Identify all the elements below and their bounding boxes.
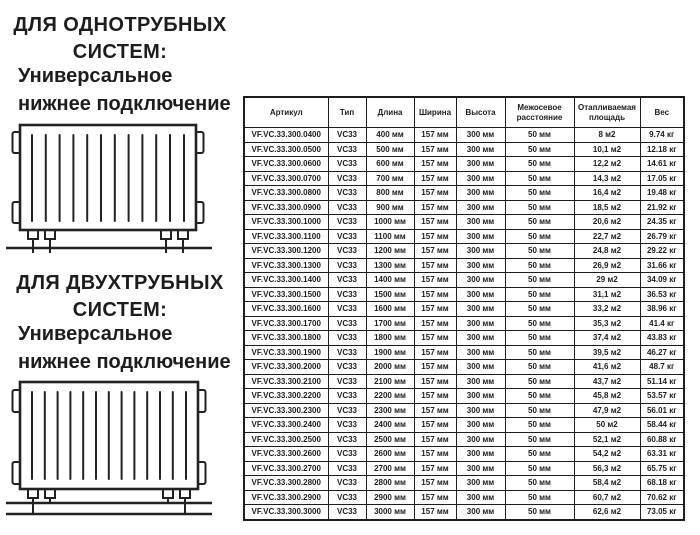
table-cell: VC33 — [328, 476, 366, 491]
table-cell: 50 мм — [505, 302, 574, 317]
table-cell: 157 мм — [414, 273, 456, 288]
table-cell: 157 мм — [414, 389, 456, 404]
table-cell: 300 мм — [456, 171, 505, 186]
table-cell: 2300 мм — [366, 403, 414, 418]
table-row — [244, 418, 684, 433]
table-cell: VF.VC.33.300.2600 — [244, 447, 328, 462]
table-cell: 50 мм — [505, 447, 574, 462]
table-cell: VF.VC.33.300.2800 — [244, 476, 328, 491]
table-cell: 50 мм — [505, 244, 574, 259]
table-cell: 50 мм — [505, 128, 574, 143]
table-cell: 300 мм — [456, 432, 505, 447]
table-cell: VF.VC.33.300.0900 — [244, 200, 328, 215]
table-cell: 157 мм — [414, 186, 456, 201]
table-cell: 500 мм — [366, 142, 414, 157]
table-cell: 157 мм — [414, 200, 456, 215]
table-cell: 300 мм — [456, 302, 505, 317]
table-cell: 900 мм — [366, 200, 414, 215]
table-cell: 50 мм — [505, 432, 574, 447]
table-cell: 157 мм — [414, 258, 456, 273]
table-cell: 16,4 м2 — [574, 186, 640, 201]
table-row — [244, 200, 684, 215]
table-cell: 600 мм — [366, 157, 414, 172]
table-row — [244, 258, 684, 273]
table-row — [244, 186, 684, 201]
section-title-line1: ДЛЯ ДВУХТРУБНЫХ — [16, 272, 224, 294]
table-row — [244, 505, 684, 520]
table-cell: 157 мм — [414, 331, 456, 346]
table-cell: 300 мм — [456, 128, 505, 143]
table-cell: 300 мм — [456, 157, 505, 172]
table-cell: 300 мм — [456, 229, 505, 244]
table-cell: 2400 мм — [366, 418, 414, 433]
table-cell: VF.VC.33.300.1700 — [244, 316, 328, 331]
table-cell: VC33 — [328, 316, 366, 331]
table-cell: 52,1 м2 — [574, 432, 640, 447]
table-cell: 18,5 м2 — [574, 200, 640, 215]
table-cell: VC33 — [328, 461, 366, 476]
table-cell: 14,3 м2 — [574, 171, 640, 186]
table-cell: 300 мм — [456, 374, 505, 389]
table-cell: 2900 мм — [366, 490, 414, 505]
table-row — [244, 142, 684, 157]
table-cell: 300 мм — [456, 461, 505, 476]
table-cell: VC33 — [328, 244, 366, 259]
table-cell: 157 мм — [414, 403, 456, 418]
table-cell: VF.VC.33.300.1200 — [244, 244, 328, 259]
table-cell: 157 мм — [414, 142, 456, 157]
section-title-line1: ДЛЯ ОДНОТРУБНЫХ — [13, 14, 227, 36]
table-cell: 56.01 кг — [640, 403, 684, 418]
table-cell: VF.VC.33.300.0600 — [244, 157, 328, 172]
table-row — [244, 287, 684, 302]
table-row — [244, 389, 684, 404]
table-cell: 300 мм — [456, 200, 505, 215]
table-cell: 1000 мм — [366, 215, 414, 230]
table-cell: 50 мм — [505, 461, 574, 476]
table-cell: 2500 мм — [366, 432, 414, 447]
table-row — [244, 403, 684, 418]
table-cell: VF.VC.33.300.0700 — [244, 171, 328, 186]
table-cell: VF.VC.33.300.1100 — [244, 229, 328, 244]
table-cell: 10,1 м2 — [574, 142, 640, 157]
table-cell: 50 мм — [505, 331, 574, 346]
table-cell: 37,4 м2 — [574, 331, 640, 346]
table-cell: 38.96 кг — [640, 302, 684, 317]
table-cell: 65.75 кг — [640, 461, 684, 476]
table-cell: VC33 — [328, 374, 366, 389]
table-cell: VF.VC.33.300.2100 — [244, 374, 328, 389]
table-cell: 157 мм — [414, 490, 456, 505]
table-cell: 35,3 м2 — [574, 316, 640, 331]
table-cell: VF.VC.33.300.2000 — [244, 360, 328, 375]
table-cell: VC33 — [328, 432, 366, 447]
table-cell: 50 мм — [505, 171, 574, 186]
column-header: Тип — [328, 97, 366, 128]
section-subtitle-line1: Универсальное — [18, 65, 173, 87]
table-cell: VF.VC.33.300.2400 — [244, 418, 328, 433]
radiator-single-pipe-diagram — [6, 118, 218, 258]
table-row — [244, 229, 684, 244]
table-cell: VF.VC.33.300.1000 — [244, 215, 328, 230]
table-cell: 53.57 кг — [640, 389, 684, 404]
table-cell: 29 м2 — [574, 273, 640, 288]
spec-table-body — [244, 128, 684, 520]
table-cell: 70.62 кг — [640, 490, 684, 505]
table-cell: VF.VC.33.300.0400 — [244, 128, 328, 143]
table-cell: 157 мм — [414, 360, 456, 375]
table-cell: 41.4 кг — [640, 316, 684, 331]
table-cell: 34.09 кг — [640, 273, 684, 288]
table-cell: VC33 — [328, 273, 366, 288]
table-cell: 300 мм — [456, 403, 505, 418]
table-cell: 60,7 м2 — [574, 490, 640, 505]
table-cell: 50 мм — [505, 316, 574, 331]
table-cell: 12,2 м2 — [574, 157, 640, 172]
table-cell: VF.VC.33.300.0800 — [244, 186, 328, 201]
spec-table — [243, 96, 685, 521]
table-cell: 60.88 кг — [640, 432, 684, 447]
table-cell: 3000 мм — [366, 505, 414, 520]
table-row — [244, 490, 684, 505]
table-cell: VC33 — [328, 418, 366, 433]
table-row — [244, 128, 684, 143]
table-row — [244, 360, 684, 375]
table-cell: 50 мм — [505, 360, 574, 375]
table-cell: 1600 мм — [366, 302, 414, 317]
table-cell: 51.14 кг — [640, 374, 684, 389]
table-cell: VF.VC.33.300.3000 — [244, 505, 328, 520]
table-cell: 157 мм — [414, 447, 456, 462]
table-row — [244, 244, 684, 259]
table-cell: VC33 — [328, 200, 366, 215]
table-cell: 157 мм — [414, 418, 456, 433]
table-row — [244, 374, 684, 389]
table-cell: 17.05 кг — [640, 171, 684, 186]
table-cell: 300 мм — [456, 287, 505, 302]
table-row — [244, 215, 684, 230]
table-cell: VC33 — [328, 186, 366, 201]
table-cell: 50 мм — [505, 345, 574, 360]
table-row — [244, 171, 684, 186]
table-cell: VC33 — [328, 128, 366, 143]
table-cell: VC33 — [328, 331, 366, 346]
table-cell: 157 мм — [414, 316, 456, 331]
table-cell: 31.66 кг — [640, 258, 684, 273]
table-cell: 2800 мм — [366, 476, 414, 491]
table-cell: 300 мм — [456, 360, 505, 375]
table-cell: 68.18 кг — [640, 476, 684, 491]
table-cell: 300 мм — [456, 186, 505, 201]
table-cell: 300 мм — [456, 447, 505, 462]
table-cell: 300 мм — [456, 345, 505, 360]
table-cell: 20,6 м2 — [574, 215, 640, 230]
table-cell: 50 мм — [505, 157, 574, 172]
table-cell: 300 мм — [456, 215, 505, 230]
section-subtitle-line2: нижнее подключение — [18, 351, 231, 373]
table-cell: VC33 — [328, 447, 366, 462]
table-cell: 157 мм — [414, 432, 456, 447]
table-cell: 2000 мм — [366, 360, 414, 375]
table-cell: 300 мм — [456, 505, 505, 520]
table-cell: VC33 — [328, 490, 366, 505]
table-cell: 300 мм — [456, 476, 505, 491]
table-cell: VF.VC.33.300.1900 — [244, 345, 328, 360]
table-cell: VF.VC.33.300.1400 — [244, 273, 328, 288]
table-row — [244, 302, 684, 317]
table-cell: VF.VC.33.300.2200 — [244, 389, 328, 404]
table-cell: 62,6 м2 — [574, 505, 640, 520]
table-cell: 50 мм — [505, 505, 574, 520]
table-cell: VC33 — [328, 505, 366, 520]
table-cell: 24.35 кг — [640, 215, 684, 230]
table-cell: 73.05 кг — [640, 505, 684, 520]
table-cell: VF.VC.33.300.1600 — [244, 302, 328, 317]
table-row — [244, 273, 684, 288]
section-title-single-pipe — [4, 12, 236, 66]
table-cell: 12.18 кг — [640, 142, 684, 157]
table-cell: VC33 — [328, 360, 366, 375]
table-cell: VF.VC.33.300.2700 — [244, 461, 328, 476]
table-cell: VC33 — [328, 157, 366, 172]
table-cell: 1400 мм — [366, 273, 414, 288]
table-cell: VC33 — [328, 302, 366, 317]
column-header: Высота — [456, 97, 505, 128]
table-cell: 2600 мм — [366, 447, 414, 462]
table-row — [244, 345, 684, 360]
table-cell: VF.VC.33.300.1300 — [244, 258, 328, 273]
table-cell: VC33 — [328, 403, 366, 418]
table-cell: 54,2 м2 — [574, 447, 640, 462]
table-cell: VC33 — [328, 229, 366, 244]
table-row — [244, 331, 684, 346]
table-cell: 300 мм — [456, 316, 505, 331]
spec-table-header-row — [244, 97, 684, 128]
table-cell: 47,9 м2 — [574, 403, 640, 418]
table-cell: VC33 — [328, 215, 366, 230]
table-cell: 800 мм — [366, 186, 414, 201]
table-cell: 300 мм — [456, 490, 505, 505]
table-cell: 2100 мм — [366, 374, 414, 389]
table-cell: VC33 — [328, 142, 366, 157]
table-cell: 50 мм — [505, 142, 574, 157]
table-cell: 24,8 м2 — [574, 244, 640, 259]
table-cell: 157 мм — [414, 171, 456, 186]
table-cell: 300 мм — [456, 331, 505, 346]
table-cell: 1200 мм — [366, 244, 414, 259]
table-cell: 9.74 кг — [640, 128, 684, 143]
table-cell: 22,7 м2 — [574, 229, 640, 244]
table-cell: 300 мм — [456, 273, 505, 288]
table-cell: 50 мм — [505, 374, 574, 389]
section-title-line2: СИСТЕМ: — [72, 299, 168, 321]
table-cell: 157 мм — [414, 461, 456, 476]
table-cell: 14.61 кг — [640, 157, 684, 172]
table-cell: 50 мм — [505, 418, 574, 433]
column-header: Вес — [640, 97, 684, 128]
table-cell: 1500 мм — [366, 287, 414, 302]
table-cell: 50 мм — [505, 200, 574, 215]
table-cell: 50 мм — [505, 229, 574, 244]
table-cell: 157 мм — [414, 302, 456, 317]
table-cell: VC33 — [328, 345, 366, 360]
table-cell: 157 мм — [414, 505, 456, 520]
table-cell: 157 мм — [414, 374, 456, 389]
table-cell: 157 мм — [414, 157, 456, 172]
table-cell: 43,7 м2 — [574, 374, 640, 389]
table-cell: 58.44 кг — [640, 418, 684, 433]
table-cell: 1700 мм — [366, 316, 414, 331]
table-cell: VC33 — [328, 258, 366, 273]
table-cell: 50 мм — [505, 273, 574, 288]
table-cell: 50 мм — [505, 403, 574, 418]
table-cell: 50 м2 — [574, 418, 640, 433]
section-subtitle-single-pipe — [18, 62, 246, 118]
table-cell: 26,9 м2 — [574, 258, 640, 273]
column-header: Отапливаемая площадь — [574, 97, 640, 128]
table-cell: 50 мм — [505, 215, 574, 230]
table-cell: 157 мм — [414, 345, 456, 360]
table-cell: VF.VC.33.300.1500 — [244, 287, 328, 302]
table-cell: VF.VC.33.300.2500 — [244, 432, 328, 447]
table-row — [244, 476, 684, 491]
table-cell: 2200 мм — [366, 389, 414, 404]
table-cell: 8 м2 — [574, 128, 640, 143]
table-cell: 157 мм — [414, 128, 456, 143]
table-row — [244, 447, 684, 462]
table-cell: 45,8 м2 — [574, 389, 640, 404]
table-cell: 157 мм — [414, 287, 456, 302]
table-cell: VC33 — [328, 389, 366, 404]
table-cell: 56,3 м2 — [574, 461, 640, 476]
table-cell: 300 мм — [456, 258, 505, 273]
table-cell: 36.53 кг — [640, 287, 684, 302]
table-cell: 1900 мм — [366, 345, 414, 360]
table-cell: VF.VC.33.300.1800 — [244, 331, 328, 346]
table-cell: 1300 мм — [366, 258, 414, 273]
table-cell: 1800 мм — [366, 331, 414, 346]
table-cell: 300 мм — [456, 244, 505, 259]
table-cell: 157 мм — [414, 244, 456, 259]
column-header: Межосевое расстояние — [505, 97, 574, 128]
table-cell: 157 мм — [414, 215, 456, 230]
table-cell: 2700 мм — [366, 461, 414, 476]
table-cell: 43.83 кг — [640, 331, 684, 346]
table-cell: VC33 — [328, 171, 366, 186]
section-subtitle-line2: нижнее подключение — [18, 93, 231, 115]
column-header: Ширина — [414, 97, 456, 128]
table-cell: 50 мм — [505, 258, 574, 273]
table-row — [244, 432, 684, 447]
table-cell: 157 мм — [414, 476, 456, 491]
table-cell: VF.VC.33.300.0500 — [244, 142, 328, 157]
table-cell: 1100 мм — [366, 229, 414, 244]
table-cell: 46.27 кг — [640, 345, 684, 360]
column-header: Артикул — [244, 97, 328, 128]
table-cell: 41,6 м2 — [574, 360, 640, 375]
table-cell: VC33 — [328, 287, 366, 302]
table-row — [244, 461, 684, 476]
table-cell: 400 мм — [366, 128, 414, 143]
table-cell: 157 мм — [414, 229, 456, 244]
table-cell: 26.79 кг — [640, 229, 684, 244]
table-cell: 58,4 м2 — [574, 476, 640, 491]
table-cell: 31,1 м2 — [574, 287, 640, 302]
table-cell: 63.31 кг — [640, 447, 684, 462]
section-title-two-pipe — [4, 270, 236, 324]
section-subtitle-line1: Универсальное — [18, 323, 173, 345]
section-subtitle-two-pipe — [18, 320, 246, 376]
table-cell: 50 мм — [505, 389, 574, 404]
table-cell: 50 мм — [505, 186, 574, 201]
table-cell: 50 мм — [505, 287, 574, 302]
table-row — [244, 157, 684, 172]
table-cell: 50 мм — [505, 490, 574, 505]
table-cell: 700 мм — [366, 171, 414, 186]
table-cell: 19.48 кг — [640, 186, 684, 201]
radiator-two-pipe-diagram — [6, 374, 218, 520]
table-cell: 33,2 м2 — [574, 302, 640, 317]
table-cell: 29.22 кг — [640, 244, 684, 259]
table-row — [244, 316, 684, 331]
section-title-line2: СИСТЕМ: — [72, 41, 168, 63]
table-cell: 300 мм — [456, 418, 505, 433]
table-cell: 300 мм — [456, 389, 505, 404]
table-cell: 48.7 кг — [640, 360, 684, 375]
table-cell: VF.VC.33.300.2900 — [244, 490, 328, 505]
column-header: Длина — [366, 97, 414, 128]
table-cell: 39,5 м2 — [574, 345, 640, 360]
table-cell: 50 мм — [505, 476, 574, 491]
table-cell: VF.VC.33.300.2300 — [244, 403, 328, 418]
table-cell: 300 мм — [456, 142, 505, 157]
table-cell: 21.92 кг — [640, 200, 684, 215]
